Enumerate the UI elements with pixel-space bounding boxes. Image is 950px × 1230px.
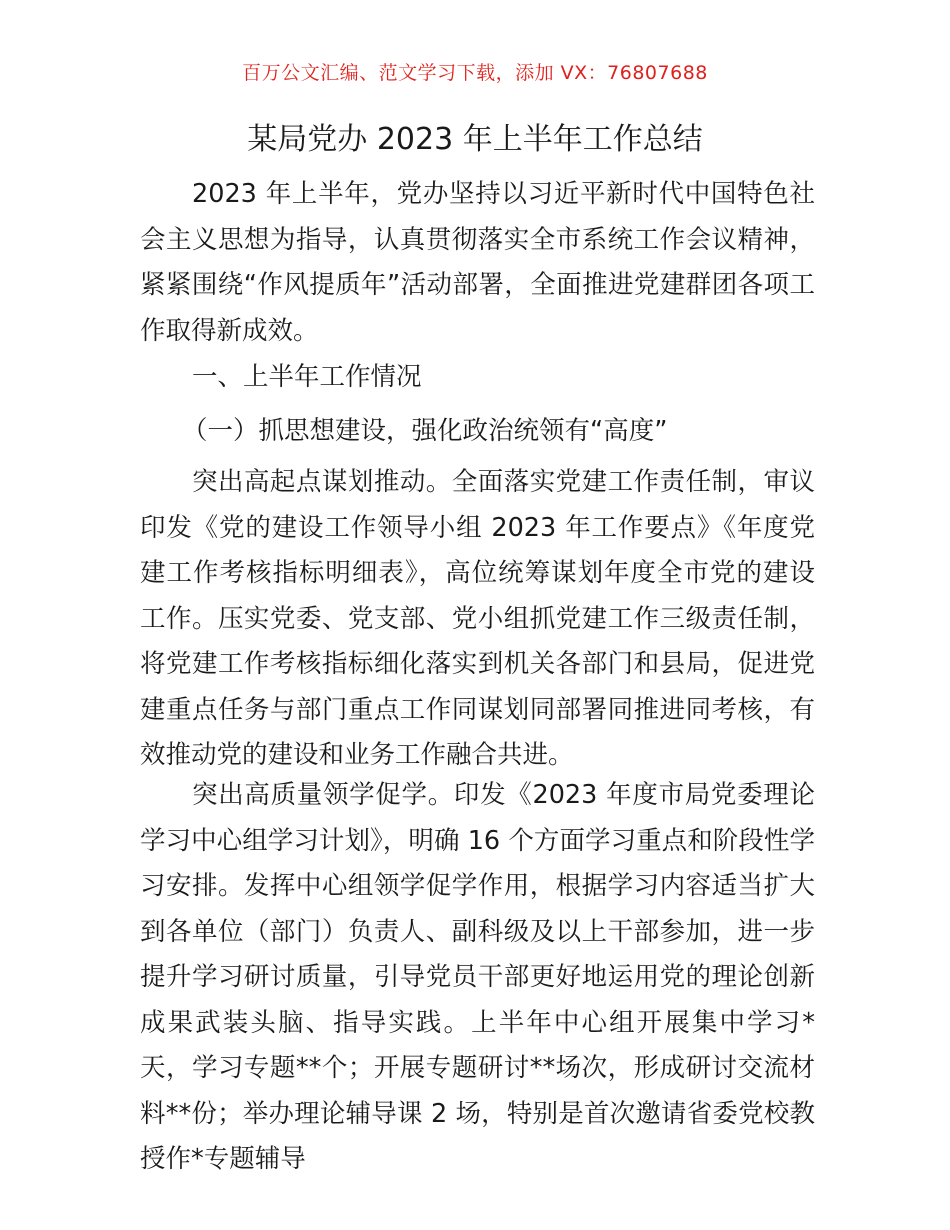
header-watermark-note: 百万公文汇编、范文学习下载，添加 VX：76807688 [242, 62, 708, 84]
body-paragraph-1: 突出高起点谋划推动。全面落实党建工作责任制，审议印发《党的建设工作领导小组 2023 年工作要点》《年度党建工作考核指标明细表》，高位统筹谋划年度全市党的建设工作。压实党委、党支部、党小组抓党建工作三级责任制，将党建工作考核指标细化落实到机关各部门和县局，促进党建重点任务与部门重点工作同谋划同部署同推进同考核，有效推动党的建设和业务工作融合共进。 [140, 467, 815, 770]
body-paragraph-2: 突出高质量领学促学。印发《2023 年度市局党委理论学习中心组学习计划》，明确 16 个方面学习重点和阶段性学习安排。发挥中心组领学促学作用，根据学习内容适当扩大到各单位（部门）负责人、副科级及以上干部参加，进一步提升学习研讨质量，引导党员干部更好地运用党的理论创新成果武装头脑、指导实践。上半年中心组开展集中学习*天，学习专题**个；开展专题研讨**场次，形成研讨交流材料**份；举办理论辅导课 2 场，特别是首次邀请省委党校教授作*专题辅导 [140, 780, 815, 1174]
document-title: 某局党办 2023 年上半年工作总结 [247, 122, 703, 157]
section-heading-1: 一、上半年工作情况 [192, 362, 422, 392]
intro-paragraph: 2023 年上半年，党办坚持以习近平新时代中国特色社会主义思想为指导，认真贯彻落实全市系统工作会议精神，紧紧围绕“作风提质年”活动部署，全面推进党建群团各项工作取得新成效。 [140, 179, 815, 346]
subsection-heading-1: （一）抓思想建设，强化政治统领有“高度” [182, 416, 668, 446]
